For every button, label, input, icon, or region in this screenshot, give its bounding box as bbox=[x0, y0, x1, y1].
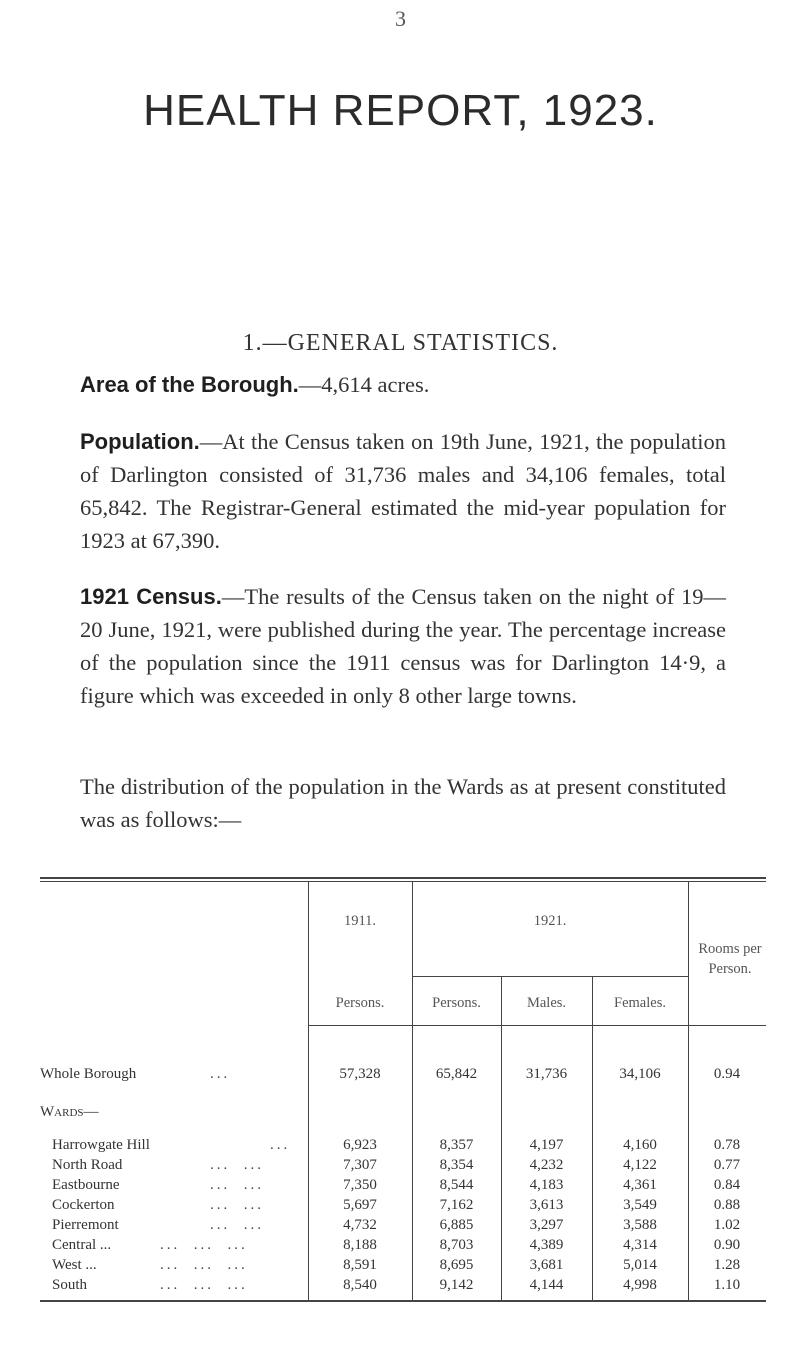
ward-rooms: 1.02 bbox=[713, 1217, 741, 1233]
ward-row-label: Cockerton bbox=[52, 1197, 115, 1213]
section-heading: 1.—GENERAL STATISTICS. bbox=[242, 330, 559, 356]
table-subheader-rule bbox=[412, 976, 688, 977]
ward-rooms: 0.88 bbox=[713, 1197, 741, 1213]
ward-rooms: 0.84 bbox=[713, 1177, 741, 1193]
ward-persons-1911: 4,732 bbox=[343, 1217, 377, 1233]
ward-row-leader: ... ... ... bbox=[160, 1277, 248, 1293]
ward-row-leader: ... ... bbox=[210, 1177, 264, 1193]
ward-rooms: 0.77 bbox=[713, 1157, 741, 1173]
header-females: Females. bbox=[614, 995, 666, 1011]
population-paragraph bbox=[80, 425, 726, 557]
ward-females: 4,314 bbox=[623, 1237, 657, 1253]
whole-borough-persons-1911: 57,328 bbox=[339, 1066, 381, 1082]
ward-row-label: Central ... bbox=[52, 1237, 112, 1253]
ward-row-label: Harrowgate Hill bbox=[52, 1137, 150, 1153]
ward-males: 3,613 bbox=[529, 1197, 564, 1213]
ward-males: 4,232 bbox=[529, 1157, 564, 1173]
header-1911: 1911. bbox=[343, 913, 377, 929]
ward-persons-1921: 9,142 bbox=[439, 1277, 474, 1293]
ward-row-leader: ... ... bbox=[210, 1217, 264, 1233]
area-lead: Area of the Borough. bbox=[80, 372, 299, 397]
whole-borough-males: 31,736 bbox=[525, 1066, 568, 1082]
whole-borough-leader: ... bbox=[210, 1066, 231, 1082]
ward-persons-1911: 8,540 bbox=[343, 1277, 377, 1293]
ward-persons-1921: 7,162 bbox=[439, 1197, 474, 1213]
ward-row-label: Eastbourne bbox=[52, 1177, 120, 1193]
report-title: HEALTH REPORT, 1923. bbox=[143, 86, 658, 135]
ward-females: 4,998 bbox=[623, 1277, 657, 1293]
ward-persons-1911: 5,697 bbox=[343, 1197, 377, 1213]
ward-males: 3,681 bbox=[529, 1257, 564, 1273]
ward-females: 3,549 bbox=[623, 1197, 657, 1213]
header-rooms: Rooms per Person. bbox=[698, 941, 762, 977]
ward-row-leader: ... bbox=[270, 1137, 291, 1153]
ward-persons-1921: 8,695 bbox=[439, 1257, 474, 1273]
ward-row-label: North Road bbox=[52, 1157, 123, 1173]
ward-rooms: 0.90 bbox=[713, 1237, 741, 1253]
ward-females: 4,160 bbox=[623, 1137, 657, 1153]
ward-persons-1921: 8,703 bbox=[439, 1237, 474, 1253]
ward-row-label: South bbox=[52, 1277, 88, 1293]
ward-persons-1911: 7,350 bbox=[343, 1177, 377, 1193]
page-number: 3 bbox=[395, 6, 406, 31]
ward-row-leader: ... ... bbox=[210, 1157, 264, 1173]
ward-persons-1921: 8,354 bbox=[439, 1157, 474, 1173]
ward-males: 4,144 bbox=[529, 1277, 564, 1293]
ward-row-leader: ... ... ... bbox=[160, 1237, 248, 1253]
wards-label: Wards— bbox=[40, 1104, 99, 1120]
header-1921: 1921. bbox=[533, 913, 567, 929]
whole-borough-label: Whole Borough bbox=[40, 1066, 137, 1082]
ward-row-label: Pierremont bbox=[52, 1217, 119, 1233]
ward-row-leader: ... ... ... bbox=[160, 1257, 248, 1273]
area-text: —4,614 acres. bbox=[298, 372, 430, 397]
area-paragraph bbox=[80, 368, 726, 401]
ward-persons-1911: 7,307 bbox=[343, 1157, 377, 1173]
ward-persons-1921: 8,544 bbox=[439, 1177, 474, 1193]
header-persons-1921: Persons. bbox=[432, 995, 481, 1011]
census-paragraph bbox=[80, 580, 726, 712]
ward-row-label: West ... bbox=[52, 1257, 97, 1273]
ward-rooms: 1.28 bbox=[713, 1257, 741, 1273]
ward-females: 5,014 bbox=[623, 1257, 657, 1273]
ward-row-leader: ... ... bbox=[210, 1197, 264, 1213]
ward-females: 4,122 bbox=[623, 1157, 657, 1173]
population-lead: Population. bbox=[80, 429, 200, 454]
ward-males: 4,197 bbox=[529, 1137, 564, 1153]
distribution-paragraph bbox=[80, 770, 726, 836]
table-top-rule bbox=[40, 877, 766, 879]
ward-persons-1921: 8,357 bbox=[439, 1137, 474, 1153]
header-males: Males. bbox=[526, 995, 567, 1011]
census-lead: 1921 Census. bbox=[80, 584, 222, 609]
ward-persons-1911: 8,591 bbox=[343, 1257, 377, 1273]
distribution-text: The distribution of the population in the Wards as at present constituted was as follows:— bbox=[80, 774, 726, 832]
ward-males: 4,183 bbox=[529, 1177, 564, 1193]
table-header-rule bbox=[308, 1025, 766, 1026]
ward-rooms: 0.78 bbox=[713, 1137, 741, 1153]
ward-persons-1911: 8,188 bbox=[343, 1237, 377, 1253]
ward-rooms: 1.10 bbox=[713, 1277, 741, 1293]
ward-males: 3,297 bbox=[529, 1217, 564, 1233]
population-table bbox=[40, 877, 766, 1302]
ward-persons-1921: 6,885 bbox=[439, 1217, 474, 1233]
ward-persons-1911: 6,923 bbox=[343, 1137, 377, 1153]
table-top-rule-2 bbox=[40, 881, 766, 882]
whole-borough-rooms: 0.94 bbox=[713, 1066, 741, 1082]
whole-borough-females: 34,106 bbox=[619, 1066, 661, 1082]
table-bottom-rule bbox=[40, 1300, 766, 1302]
whole-borough-persons-1921: 65,842 bbox=[435, 1066, 478, 1082]
header-persons-1911: Persons. bbox=[335, 995, 385, 1011]
ward-females: 3,588 bbox=[623, 1217, 657, 1233]
ward-females: 4,361 bbox=[623, 1177, 657, 1193]
ward-males: 4,389 bbox=[529, 1237, 564, 1253]
census-text: —The results of the Census taken on the night of 19—20 June, 1921, were published during the year. The percentage increase of the population since the 1911 census was for Darlington 14·9, a figure which was exceeded in only 8 other large towns. bbox=[80, 584, 727, 708]
population-text: —At the Census taken on 19th June, 1921, the population of Darlington consisted of 31,736 males and 34,106 females, total 65,842. The Registrar-General estimated the mid-year population for 1923 at 67,390. bbox=[80, 429, 726, 553]
